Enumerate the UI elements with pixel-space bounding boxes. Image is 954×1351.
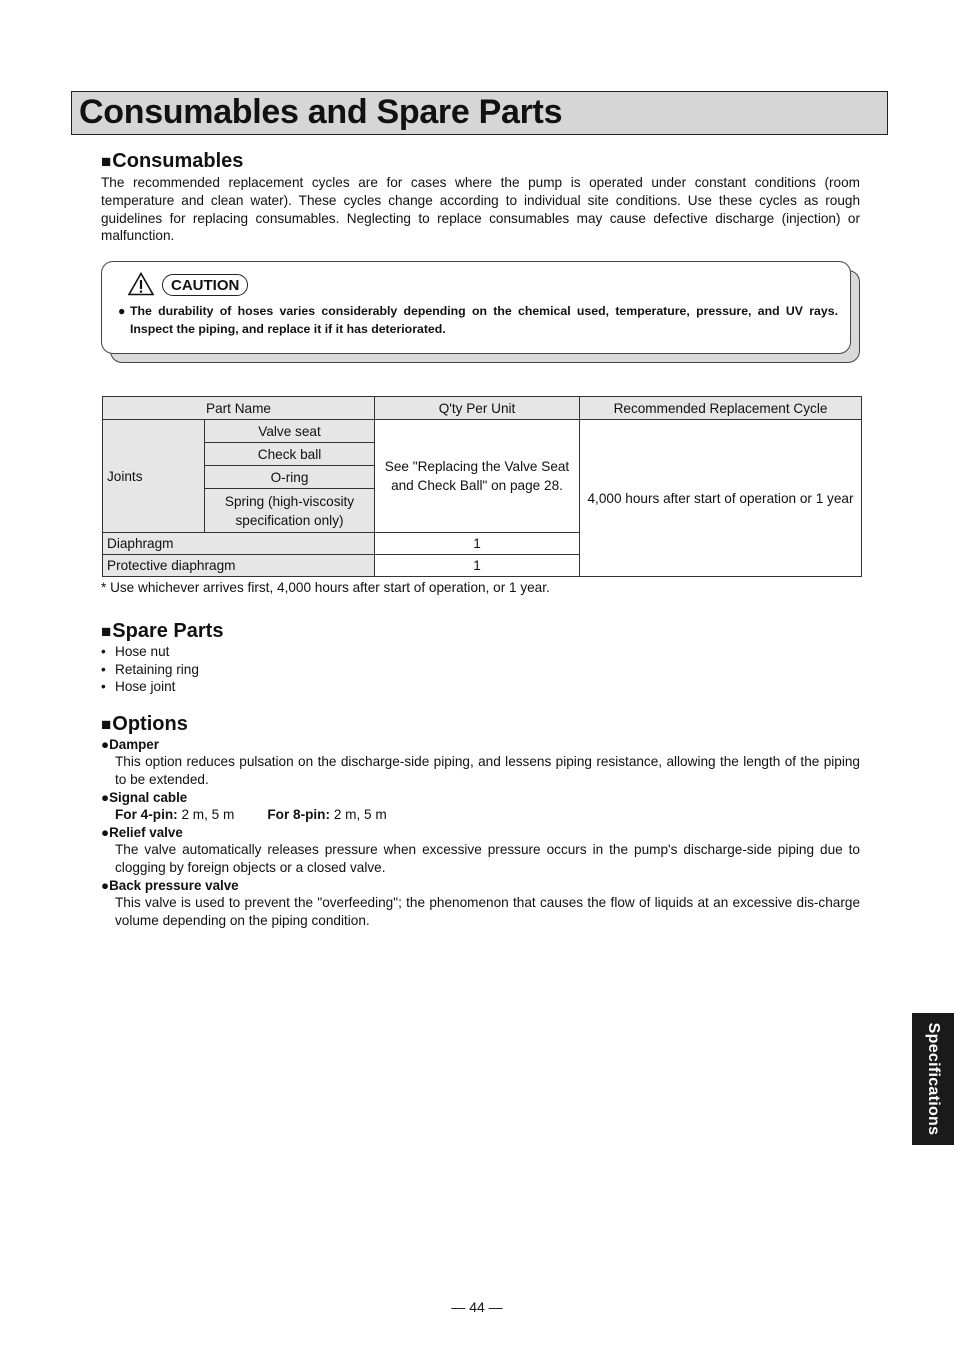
pin4-value: 2 m, 5 m (181, 807, 235, 822)
header-cycle: Recommended Replacement Cycle (580, 397, 862, 420)
table-note: * Use whichever arrives first, 4,000 hours after start of operation, or 1 year. (101, 580, 550, 595)
consumables-table (102, 396, 862, 577)
caution-box (101, 261, 851, 354)
list-item-text: Hose joint (115, 679, 176, 694)
part-name-cell: Diaphragm (103, 533, 375, 555)
list-item-text: Hose nut (115, 644, 170, 659)
joints-cell: Joints (103, 420, 205, 533)
option-title-text: Relief valve (109, 825, 183, 840)
list-item-text: Retaining ring (115, 662, 199, 677)
list-item: • Hose nut (101, 644, 170, 659)
consumables-heading-text: Consumables (112, 150, 244, 172)
list-item: • Hose joint (101, 679, 176, 694)
bullet-dot-icon: ● (118, 304, 126, 318)
specifications-side-tab (912, 1013, 954, 1145)
joint-part-cell: Spring (high-viscosity specification only) (205, 489, 375, 533)
bullet-dot-icon: ● (101, 737, 110, 752)
option-relief-valve-title (101, 824, 183, 841)
bullet-dot-icon: ● (101, 825, 110, 840)
list-item: • Retaining ring (101, 662, 199, 677)
option-relief-valve-text: The valve automatically releases pressure when excessive pressure occurs in the pump's discharge-side piping due to clogging by foreign objects or a closed valve. (115, 842, 860, 875)
square-bullet-icon: ■ (101, 715, 112, 734)
spare-parts-heading-text: Spare Parts (112, 620, 224, 642)
page-number: — 44 — (451, 1299, 503, 1315)
title-bar (71, 91, 888, 135)
qty-cell: 1 (375, 533, 580, 555)
option-title-text: Damper (109, 737, 159, 752)
bullet-dot-icon: ● (101, 790, 110, 805)
option-back-pressure-valve-title (101, 877, 239, 894)
consumables-heading (101, 150, 243, 173)
option-signal-cable-title (101, 789, 187, 806)
table-row (103, 420, 862, 443)
consumables-intro: The recommended replacement cycles are for cases where the pump is operated under constant conditions (room temperature and clean water). These cycles change according to individual site conditions. Use these cycles as rough guidelines for replacing consumables. Neglecting to replace consumables may cause defective discharge (injection) or malfunction. (101, 175, 860, 244)
side-tab-label: Specifications (925, 1022, 942, 1136)
options-heading (101, 713, 188, 736)
option-damper-title (101, 736, 159, 753)
bullet-dot-icon: ● (101, 878, 110, 893)
option-title-text: Back pressure valve (109, 878, 239, 893)
header-part-name: Part Name (103, 397, 375, 420)
header-qty: Q'ty Per Unit (375, 397, 580, 420)
joint-part-cell: O-ring (205, 466, 375, 489)
qty-cell: 1 (375, 555, 580, 577)
page-title: Consumables and Spare Parts (79, 93, 563, 131)
option-signal-cable-specs (115, 806, 860, 824)
spare-parts-heading (101, 620, 223, 643)
pin8-label: For 8-pin: (267, 807, 331, 822)
options-heading-text: Options (112, 713, 188, 735)
joint-part-cell: Valve seat (205, 420, 375, 443)
option-damper-text: This option reduces pulsation on the discharge-side piping, and lessens piping resistance, allowing the length of the piping to be extended. (115, 754, 860, 787)
option-title-text: Signal cable (109, 790, 188, 805)
joints-qty-cell: See "Replacing the Valve Seat and Check Ball" on page 28. (375, 420, 580, 533)
caution-text-body: The durability of hoses varies considerably depending on the chemical used, temperature, pressure, and UV rays. Inspect the piping, and replace it if it has deteriorated. (130, 304, 838, 336)
cycle-cell: 4,000 hours after start of operation or 1 year (580, 420, 862, 577)
option-back-pressure-valve-text: This valve is used to prevent the "overfeeding"; the phenomenon that causes the flow of liquids at an excessive dis-charge volume depending on the piping condition. (115, 895, 860, 928)
part-name-cell: Protective diaphragm (103, 555, 375, 577)
joint-part-cell: Check ball (205, 443, 375, 466)
square-bullet-icon: ■ (101, 622, 112, 641)
caution-label: CAUTION (162, 274, 248, 296)
pin4-label: For 4-pin: (115, 807, 178, 822)
pin8-value: 2 m, 5 m (333, 807, 387, 822)
caution-text (118, 302, 838, 338)
warning-triangle-icon (128, 272, 154, 296)
table-header-row (103, 397, 862, 420)
square-bullet-icon: ■ (101, 152, 112, 171)
